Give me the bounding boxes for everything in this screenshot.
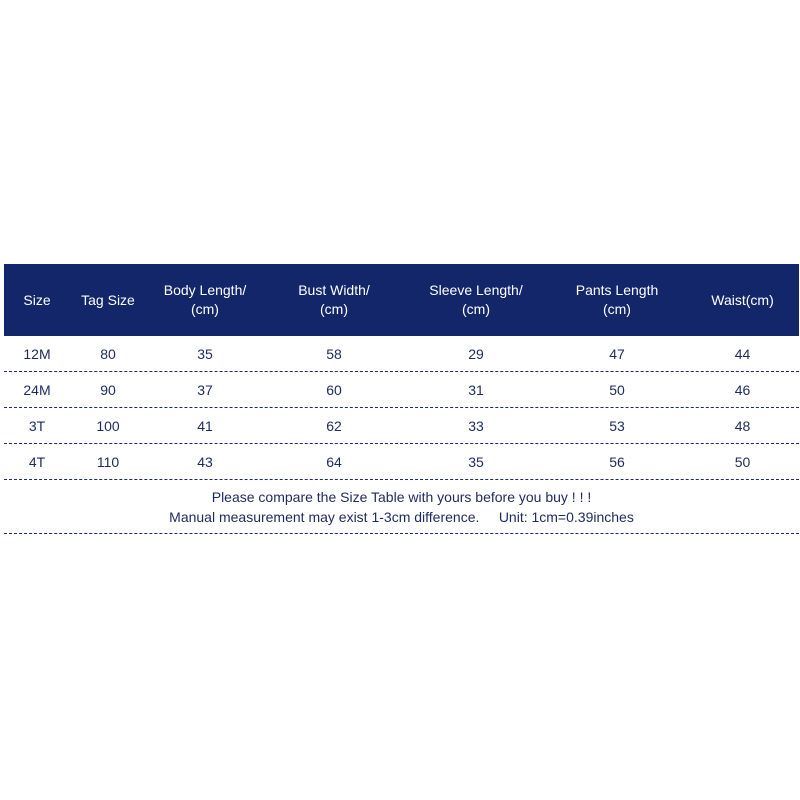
table-row — [4, 336, 799, 372]
table-cell: 41 — [197, 417, 213, 434]
table-cell: 46 — [734, 381, 751, 398]
table-cell: 53 — [609, 417, 625, 434]
table-cell: 60 — [326, 381, 342, 398]
table-cell: 90 — [100, 381, 116, 398]
table-cell: 31 — [468, 381, 484, 398]
table-cell: 58 — [326, 345, 342, 362]
table-row — [4, 444, 799, 480]
size-table — [4, 264, 799, 534]
header-cell-bust-width: Bust Width/ (cm) — [298, 282, 370, 317]
table-cell: 35 — [197, 345, 213, 362]
table-cell: 62 — [326, 417, 342, 434]
table-cell: 24M — [23, 381, 51, 398]
size-note-measurement: Manual measurement may exist 1-3cm difference. Unit: 1cm=0.39inches — [169, 509, 634, 525]
header-cell-waist: Waist(cm) — [711, 291, 774, 308]
size-note-compare: Please compare the Size Table with yours before you buy ! ! ! — [211, 489, 592, 505]
table-cell: 47 — [609, 345, 625, 362]
header-cell-tag-size: Tag Size — [81, 291, 135, 308]
table-cell: 12M — [23, 345, 51, 362]
table-cell: 3T — [28, 417, 46, 434]
table-cell: 50 — [734, 453, 751, 470]
table-cell: 35 — [468, 453, 484, 470]
table-cell: 33 — [468, 417, 484, 434]
header-cell-size: Size — [23, 291, 51, 308]
table-header-row — [4, 264, 799, 336]
header-cell-sleeve-length: Sleeve Length/ (cm) — [429, 282, 523, 317]
table-cell: 29 — [468, 345, 484, 362]
table-cell: 56 — [609, 453, 625, 470]
table-cell: 44 — [734, 345, 751, 362]
table-cell: 80 — [100, 345, 116, 362]
table-cell: 37 — [197, 381, 213, 398]
table-row — [4, 372, 799, 408]
header-cell-body-length: Body Length/ (cm) — [163, 282, 247, 317]
table-cell: 50 — [609, 381, 625, 398]
table-cell: 110 — [96, 453, 120, 470]
size-note — [4, 480, 799, 534]
table-cell: 48 — [734, 417, 751, 434]
table-cell: 43 — [197, 453, 213, 470]
table-row — [4, 408, 799, 444]
header-cell-pants-length: Pants Length (cm) — [575, 282, 659, 317]
table-cell: 100 — [96, 417, 120, 434]
table-cell: 4T — [28, 453, 46, 470]
table-cell: 64 — [326, 453, 342, 470]
